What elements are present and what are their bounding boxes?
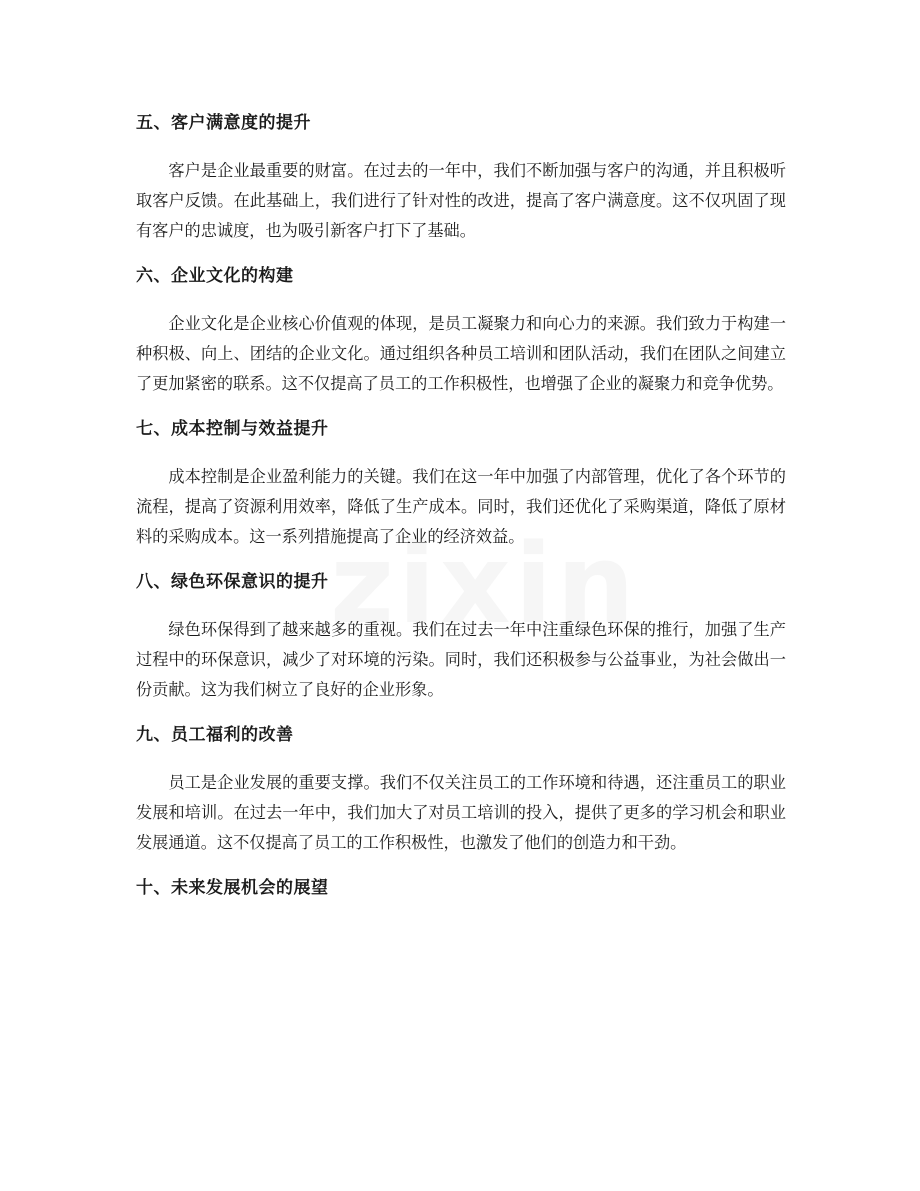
section-corporate-culture (136, 265, 786, 399)
section-green-environment (136, 571, 786, 705)
section-paragraph: 员工是企业发展的重要支撑。我们不仅关注员工的工作环境和待遇，还注重员工的职业发展和培训。在过去一年中，我们加大了对员工培训的投入，提供了更多的学习机会和职业发展通道。这不仅提高了员工的工作积极性，也激发了他们的创造力和干劲。 (136, 773, 786, 852)
section-paragraph: 成本控制是企业盈利能力的关键。我们在这一年中加强了内部管理，优化了各个环节的流程，提高了资源利用效率，降低了生产成本。同时，我们还优化了采购渠道，降低了原材料的采购成本。这一系列措施提高了企业的经济效益。 (136, 467, 786, 546)
section-heading: 八、绿色环保意识的提升 (136, 572, 329, 592)
section-customer-satisfaction (136, 112, 786, 246)
section-future-outlook (136, 877, 786, 899)
section-paragraph: 绿色环保得到了越来越多的重视。我们在过去一年中注重绿色环保的推行，加强了生产过程中的环保意识，减少了对环境的污染。同时，我们还积极参与公益事业，为社会做出一份贡献。这为我们树立了良好的企业形象。 (136, 620, 786, 699)
section-cost-control (136, 418, 786, 552)
section-employee-welfare (136, 724, 786, 858)
section-heading: 七、成本控制与效益提升 (136, 419, 329, 439)
document-page (136, 100, 786, 921)
section-heading: 九、员工福利的改善 (136, 725, 294, 745)
section-paragraph: 企业文化是企业核心价值观的体现，是员工凝聚力和向心力的来源。我们致力于构建一种积极、向上、团结的企业文化。通过组织各种员工培训和团队活动，我们在团队之间建立了更加紧密的联系。这不仅提高了员工的工作积极性，也增强了企业的凝聚力和竞争优势。 (136, 314, 786, 393)
section-heading: 五、客户满意度的提升 (136, 113, 311, 133)
section-heading: 六、企业文化的构建 (136, 266, 294, 286)
section-heading: 十、未来发展机会的展望 (136, 878, 329, 898)
section-paragraph: 客户是企业最重要的财富。在过去的一年中，我们不断加强与客户的沟通，并且积极听取客户反馈。在此基础上，我们进行了针对性的改进，提高了客户满意度。这不仅巩固了现有客户的忠诚度，也为吸引新客户打下了基础。 (136, 161, 786, 240)
